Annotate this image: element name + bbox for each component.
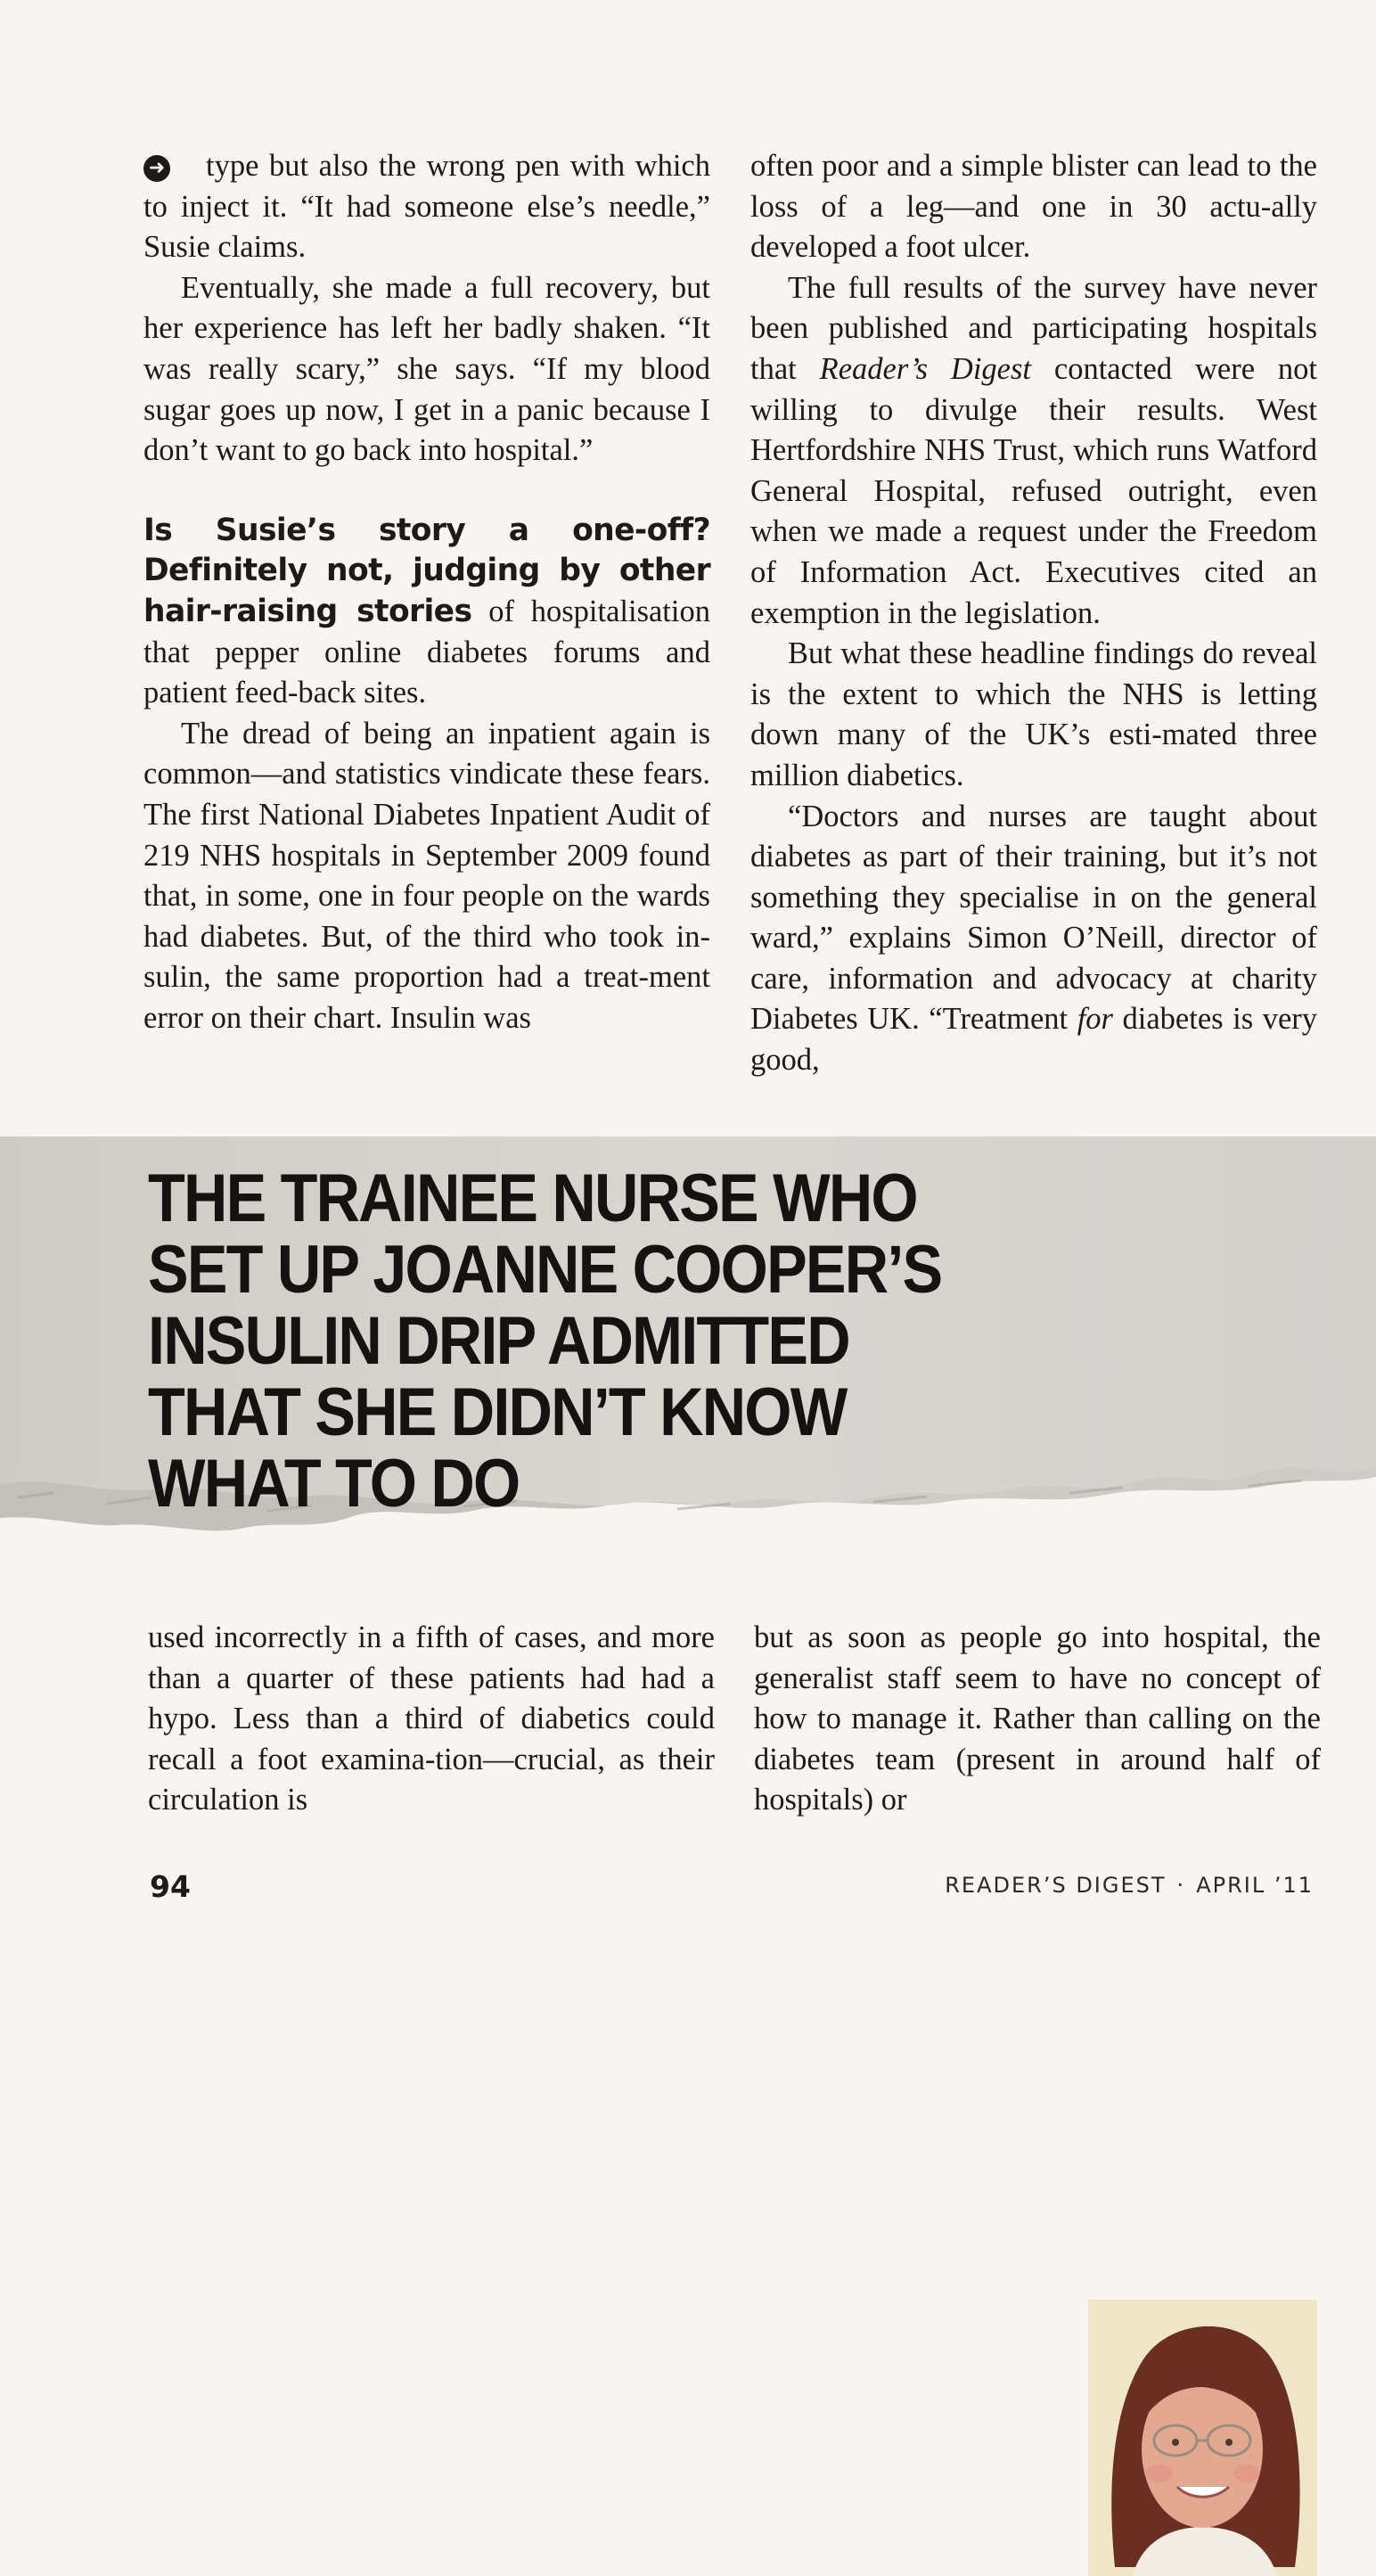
paragraph: often poor and a simple blister can lead to the loss of a leg—and one in 30 actu-ally developed a foot ulcer. <box>750 149 1317 265</box>
portrait-photo <box>1088 2300 1317 2576</box>
pull-quote-line: SET UP JOANNE COOPER’S <box>148 1232 942 1308</box>
pull-quote-line: INSULIN DRIP ADMITTED <box>148 1303 849 1379</box>
paragraph <box>750 268 1317 634</box>
issue-date: APRIL ’11 <box>1196 1873 1314 1898</box>
continued-arrow-icon: ➜ <box>143 155 170 182</box>
pull-quote-line: THE TRAINEE NURSE WHO <box>148 1161 917 1236</box>
separator: · <box>1176 1873 1186 1898</box>
paragraph: But what these headline findings do reveal is the extent to which the NHS is letting down many of the UK’s esti-mated three million diabetics. <box>750 636 1317 792</box>
paragraph <box>750 797 1317 1081</box>
pull-quote-line: THAT SHE DIDN’T KNOW <box>148 1374 847 1450</box>
paragraph-text: type but also the wrong pen with which to inject it. “It had someone else’s needle,” Susie claims. <box>143 149 710 265</box>
paragraph: Eventually, she made a full recovery, but her experience has left her badly shaken. “It was really scary,” she says. “If my blood sugar goes up now, I get in a panic because I don’t want to go back into hospital.” <box>143 270 710 468</box>
woman-portrait-image <box>1088 2300 1317 2576</box>
paragraph: The dread of being an inpatient again is common—and statistics vindicate these fears. The first National Diabetes Inpatient Audit of 219 NHS hospitals in September 2009 found that, in some, one in four people on the wards had diabetes. But, of the third who took in-sulin, the same proportion had a treat-ment error on their chart. Insulin was <box>143 716 710 1035</box>
paragraph-text: diabetes is very good, <box>750 1002 1317 1078</box>
paragraph-text: contacted were not willing to divulge their results. West Hertfordshire NHS Trust, which runs Watford General Hospital, refused outright, even when we made a request under the Freedom of Information Act. Executives cited an exemption in the legislation. <box>750 351 1317 630</box>
paragraph-text: of hospitalisation that pepper online diabetes forums and patient feed-back sites. <box>143 594 710 710</box>
paragraph <box>143 146 710 268</box>
article-column-4 <box>754 1618 1321 1821</box>
article-column-2 <box>750 146 1317 1081</box>
article-column-3 <box>148 1618 715 1821</box>
publication-name: Reader’s Digest <box>819 351 1031 386</box>
paragraph: used incorrectly in a fifth of cases, and more than a quarter of these patients had had a hypo. Less than a third of diabetics could recall a foot examina-tion—crucial, as their circulation is <box>148 1620 715 1817</box>
section-lead-paragraph <box>143 511 710 714</box>
emphasis: for <box>1077 1002 1113 1037</box>
pull-quote-line: WHAT TO DO <box>148 1446 520 1522</box>
pull-quote <box>148 1163 966 1520</box>
paragraph: but as soon as people go into hospital, the generalist staff seem to have no concept of how to manage it. Rather than calling on the diabetes team (present in around half of hospitals) or <box>754 1620 1321 1817</box>
section-lead-in: Is Susie’s story a one-off? Definitely not, judging by other hair-raising stories <box>143 512 710 629</box>
running-footer <box>945 1873 1314 1898</box>
paragraph-text: The full results of the survey have never been published and participating hospitals that <box>750 270 1317 386</box>
article-column-1 <box>143 146 710 1038</box>
paragraph-text: “Doctors and nurses are taught about diabetes as part of their training, but it’s not something they specialise in on the general ward,” explains Simon O’Neill, director of care, information and advocacy at charity Diabetes UK. “Treatment <box>750 799 1317 1037</box>
publication-title: READER’S DIGEST <box>945 1873 1167 1898</box>
page-number: 94 <box>150 1869 191 1904</box>
